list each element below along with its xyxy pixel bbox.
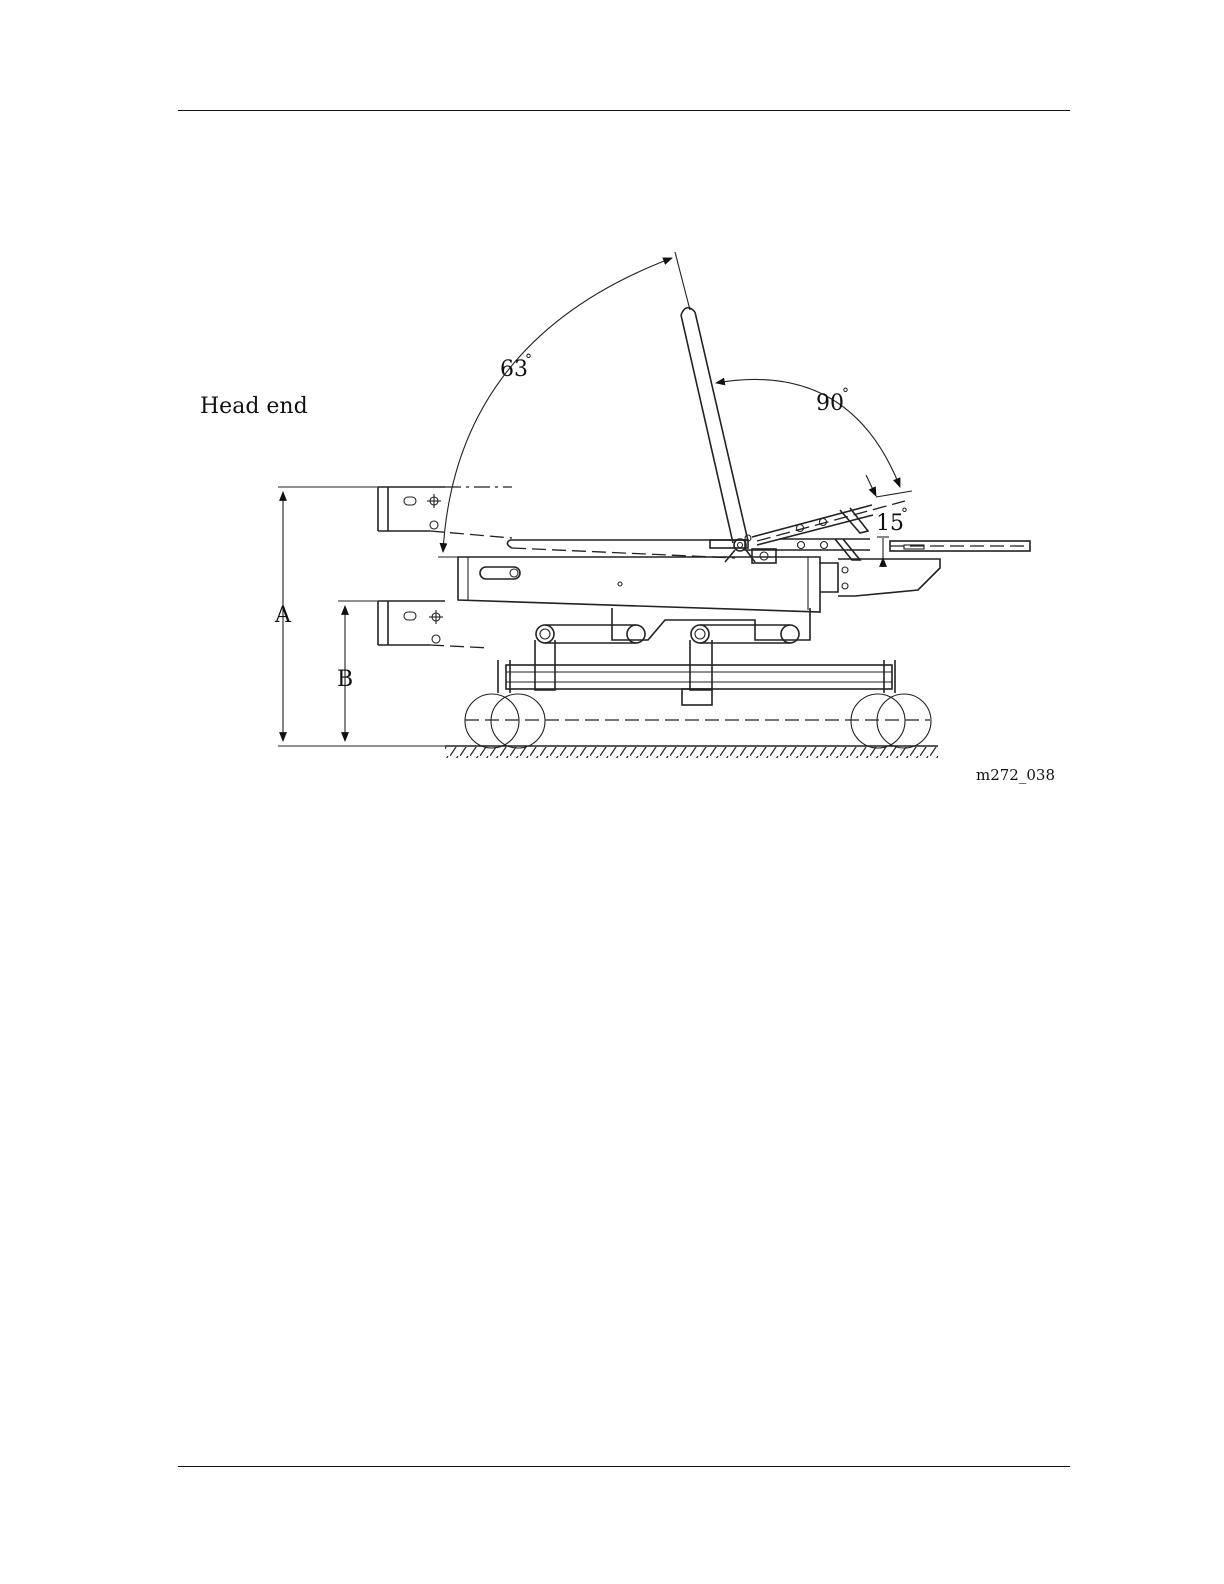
base-frame bbox=[498, 660, 895, 705]
raised-backrest bbox=[681, 308, 755, 562]
angle-15-label: 15 bbox=[876, 511, 904, 536]
angle-90-degree: ° bbox=[842, 386, 849, 402]
angle-63-degree: ° bbox=[525, 352, 532, 368]
head-end-label: Head end bbox=[200, 394, 308, 419]
angle-63-label: 63 bbox=[500, 357, 528, 382]
angle-15-degree: ° bbox=[901, 506, 908, 522]
dimension-lines bbox=[278, 487, 378, 741]
lift-columns bbox=[535, 608, 810, 690]
angle-90-label: 90 bbox=[816, 391, 844, 416]
dimension-a-label: A bbox=[275, 603, 291, 628]
dimension-b-label: B bbox=[337, 667, 354, 692]
litter-frame bbox=[458, 557, 940, 612]
caster-wheels bbox=[465, 694, 931, 748]
figure-id: m272_038 bbox=[976, 766, 1055, 784]
floor bbox=[278, 746, 938, 758]
